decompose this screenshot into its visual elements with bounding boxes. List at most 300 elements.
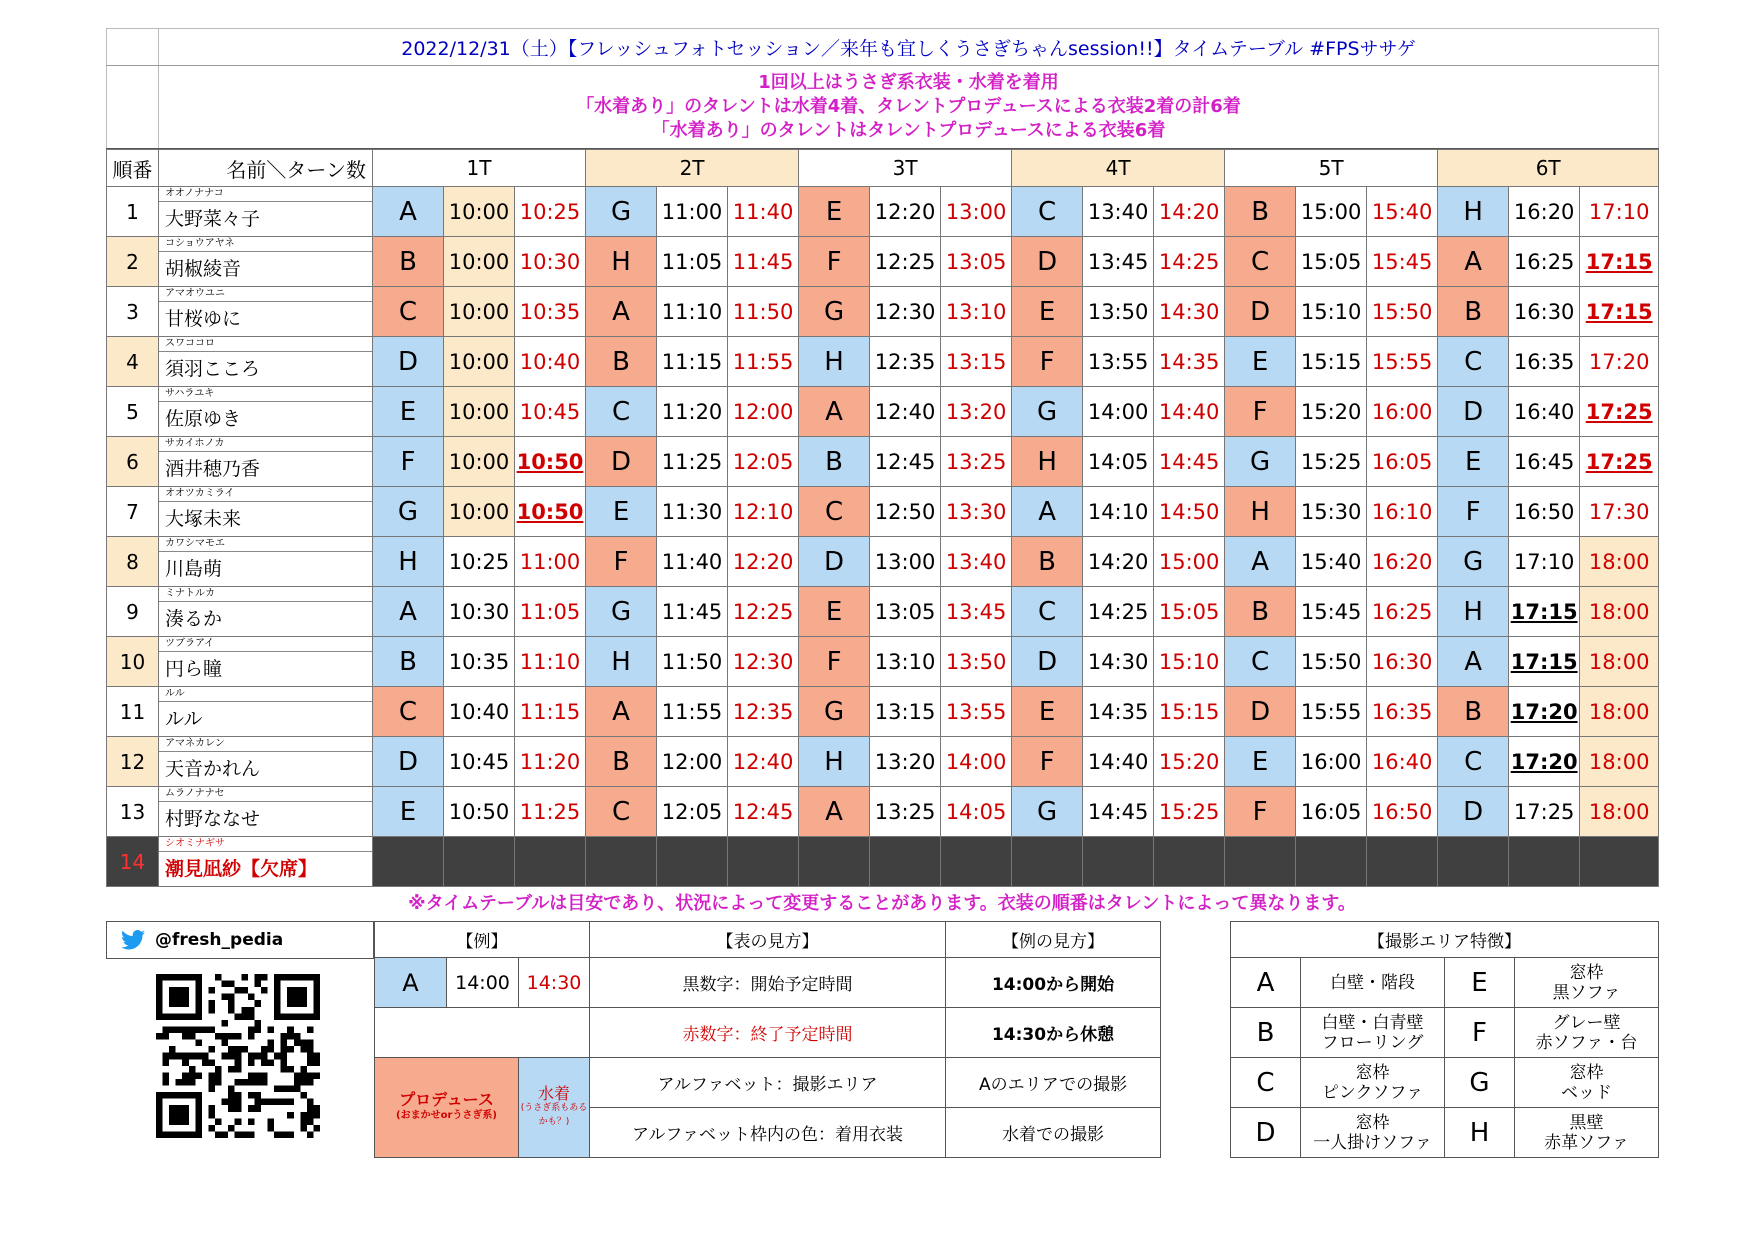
area-description: 窓枠 ピンクソファ (1301, 1058, 1445, 1108)
area-letter: C (586, 387, 657, 437)
start-time: 11:30 (657, 487, 728, 537)
start-time: 14:25 (1083, 587, 1154, 637)
area-letter: B (373, 237, 444, 287)
talent-name: 須羽こころ (165, 358, 261, 380)
area-letter: E (1012, 687, 1083, 737)
talent-name: 川島萌 (165, 558, 223, 580)
blank-cell (515, 837, 586, 887)
schedule-row (107, 337, 1659, 387)
notice-line: 1回以上はうさぎ系衣装・水着を着用 (758, 72, 1059, 93)
end-time: 14:00 (941, 737, 1012, 787)
end-time: 11:40 (728, 187, 799, 237)
notice-line: 「水着あり」のタレントはタレントプロデュースによる衣装6着 (651, 120, 1166, 141)
twitter-handle: @fresh_pedia (155, 930, 284, 950)
end-time: 16:40 (1367, 737, 1438, 787)
schedule-row-absent (107, 837, 1659, 887)
row-number: 12 (107, 737, 159, 787)
area-letter: E (799, 587, 870, 637)
turn-header: 6T (1438, 150, 1659, 187)
area-letter: H (1012, 437, 1083, 487)
start-time: 11:25 (657, 437, 728, 487)
area-letter: D (1225, 287, 1296, 337)
talent-name-cell (159, 737, 373, 787)
schedule-row (107, 437, 1659, 487)
end-time: 13:20 (941, 387, 1012, 437)
end-time: 11:55 (728, 337, 799, 387)
area-letter: D (1225, 687, 1296, 737)
start-time: 15:05 (1296, 237, 1367, 287)
schedule-table (106, 149, 1659, 887)
schedule-row (107, 187, 1659, 237)
start-time: 12:35 (870, 337, 941, 387)
area-letter: C (1225, 637, 1296, 687)
start-time: 15:45 (1296, 587, 1367, 637)
start-time: 11:50 (657, 637, 728, 687)
area-letter: B (1012, 537, 1083, 587)
blank-cell (1509, 837, 1580, 887)
twitter-handle-cell[interactable] (107, 922, 374, 959)
end-time: 11:20 (515, 737, 586, 787)
start-time: 14:35 (1083, 687, 1154, 737)
start-time: 10:00 (444, 437, 515, 487)
start-time: 16:25 (1509, 237, 1580, 287)
end-time: 15:55 (1367, 337, 1438, 387)
talent-kana: ツブラアイ (159, 637, 372, 652)
area-letter: H (373, 537, 444, 587)
header-table (106, 28, 1659, 149)
end-time: 14:25 (1154, 237, 1225, 287)
area-letter: F (1012, 737, 1083, 787)
talent-kana: オオツカミライ (159, 487, 372, 502)
twitter-bird-icon (121, 930, 145, 950)
start-time: 16:05 (1296, 787, 1367, 837)
end-time: 15:50 (1367, 287, 1438, 337)
start-time: 10:00 (444, 387, 515, 437)
area-letter: A (799, 787, 870, 837)
start-time: 14:10 (1083, 487, 1154, 537)
start-time: 15:30 (1296, 487, 1367, 537)
start-time: 12:40 (870, 387, 941, 437)
area-feature-row (1231, 958, 1659, 1008)
end-time: 18:00 (1580, 737, 1659, 787)
start-time: 16:00 (1296, 737, 1367, 787)
row-number: 3 (107, 287, 159, 337)
row-number: 10 (107, 637, 159, 687)
start-time: 10:35 (444, 637, 515, 687)
end-time: 11:25 (515, 787, 586, 837)
start-time: 13:15 (870, 687, 941, 737)
start-time: 16:45 (1509, 437, 1580, 487)
area-letter: G (1012, 387, 1083, 437)
talent-name: 佐原ゆき (165, 408, 242, 430)
start-time: 12:20 (870, 187, 941, 237)
start-time: 14:05 (1083, 437, 1154, 487)
area-letter: C (1438, 337, 1509, 387)
end-time: 17:25 (1580, 437, 1659, 487)
start-time: 17:15 (1509, 587, 1580, 637)
area-letter: G (586, 587, 657, 637)
start-time: 13:00 (870, 537, 941, 587)
start-time: 12:05 (657, 787, 728, 837)
end-time: 10:30 (515, 237, 586, 287)
end-time: 16:30 (1367, 637, 1438, 687)
end-time: 17:25 (1580, 387, 1659, 437)
talent-kana: カワシマモエ (159, 537, 372, 552)
talent-kana: ムラノナナセ (159, 787, 372, 802)
end-time: 13:00 (941, 187, 1012, 237)
area-description: 窓枠 黒ソファ (1515, 958, 1659, 1008)
area-letter: B (373, 637, 444, 687)
start-time: 14:00 (1083, 387, 1154, 437)
start-time: 10:00 (444, 287, 515, 337)
talent-name-cell (159, 237, 373, 287)
area-letter: E (1012, 287, 1083, 337)
talent-kana: スワココロ (159, 337, 372, 352)
end-time: 18:00 (1580, 537, 1659, 587)
legend-howto: 黒数字：開始予定時間 (590, 958, 946, 1008)
area-description: 白壁・白青壁 フローリング (1301, 1008, 1445, 1058)
talent-kana: アマオウユニ (159, 287, 372, 302)
qr-code[interactable] (156, 974, 320, 1138)
turn-header: 5T (1225, 150, 1438, 187)
start-time: 13:25 (870, 787, 941, 837)
start-time: 11:55 (657, 687, 728, 737)
end-time: 12:10 (728, 487, 799, 537)
legend-read: 14:30から休憩 (946, 1008, 1161, 1058)
talent-name-cell (159, 587, 373, 637)
start-time: 14:20 (1083, 537, 1154, 587)
area-letter: F (1225, 387, 1296, 437)
start-time: 11:10 (657, 287, 728, 337)
area-letter: B (1231, 1008, 1301, 1058)
area-letter: B (1225, 587, 1296, 637)
end-time: 12:40 (728, 737, 799, 787)
blank-cell (1580, 837, 1659, 887)
remark-note: ※タイムテーブルは目安であり、状況によって変更することがあります。衣装の順番はタレントによって異なります。 (408, 893, 1356, 914)
row-number: 13 (107, 787, 159, 837)
area-letter: C (799, 487, 870, 537)
area-letter: F (799, 637, 870, 687)
start-time: 11:45 (657, 587, 728, 637)
talent-name: 酒井穂乃香 (165, 458, 261, 480)
row-number: 5 (107, 387, 159, 437)
talent-kana: ルル (159, 687, 372, 702)
end-time: 14:05 (941, 787, 1012, 837)
produce-sublabel: (おまかせorうさぎ系) (396, 1109, 497, 1121)
end-time: 14:30 (1154, 287, 1225, 337)
talent-kana: コショウアヤネ (159, 237, 372, 252)
blank-cell (1012, 837, 1083, 887)
talent-kana: オオノナナコ (159, 187, 372, 202)
area-letter: A (373, 587, 444, 637)
order-header: 順番 (107, 150, 159, 187)
start-time: 14:30 (1083, 637, 1154, 687)
turn-header: 4T (1012, 150, 1225, 187)
end-time: 17:20 (1580, 337, 1659, 387)
legend-read: Aのエリアでの撮影 (946, 1058, 1161, 1108)
end-time: 11:15 (515, 687, 586, 737)
area-letter: F (373, 437, 444, 487)
schedule-row (107, 237, 1659, 287)
end-time: 16:35 (1367, 687, 1438, 737)
area-letter: A (586, 287, 657, 337)
area-letter: G (799, 287, 870, 337)
area-letter: D (586, 437, 657, 487)
end-time: 17:15 (1580, 287, 1659, 337)
end-time: 17:10 (1580, 187, 1659, 237)
end-time: 12:25 (728, 587, 799, 637)
start-time: 15:25 (1296, 437, 1367, 487)
end-time: 12:20 (728, 537, 799, 587)
area-letter: D (373, 337, 444, 387)
start-time: 15:00 (1296, 187, 1367, 237)
end-time: 12:30 (728, 637, 799, 687)
schedule-row (107, 287, 1659, 337)
start-time: 13:40 (1083, 187, 1154, 237)
row-number: 7 (107, 487, 159, 537)
area-letter: E (1445, 958, 1515, 1008)
blank-cell (941, 837, 1012, 887)
start-time: 12:45 (870, 437, 941, 487)
notice-block (159, 66, 1659, 149)
area-letter: H (1438, 187, 1509, 237)
schedule-row (107, 637, 1659, 687)
start-time: 10:50 (444, 787, 515, 837)
area-letter: E (1225, 337, 1296, 387)
start-time: 10:25 (444, 537, 515, 587)
start-time: 16:20 (1509, 187, 1580, 237)
area-letter: C (373, 687, 444, 737)
area-letter: C (1231, 1058, 1301, 1108)
end-time: 10:45 (515, 387, 586, 437)
start-time: 10:00 (444, 237, 515, 287)
area-letter: B (1438, 287, 1509, 337)
area-letter: D (799, 537, 870, 587)
blank-cell (728, 837, 799, 887)
area-letter: H (586, 237, 657, 287)
blank-cell (1296, 837, 1367, 887)
area-letter: C (586, 787, 657, 837)
start-time: 15:55 (1296, 687, 1367, 737)
legend-howto: 赤数字：終了予定時間 (590, 1008, 946, 1058)
notice-line: 「水着あり」のタレントは水着4着、タレントプロデュースによる衣装2着の計6着 (576, 96, 1241, 117)
start-time: 12:25 (870, 237, 941, 287)
end-time: 15:40 (1367, 187, 1438, 237)
end-time: 15:10 (1154, 637, 1225, 687)
talent-name: 甘桜ゆに (165, 308, 242, 330)
row-number: 4 (107, 337, 159, 387)
turn-header: 1T (373, 150, 586, 187)
area-features-table (1230, 921, 1659, 1158)
end-time: 17:30 (1580, 487, 1659, 537)
blank-cell (657, 837, 728, 887)
end-time: 10:50 (515, 437, 586, 487)
start-time: 13:20 (870, 737, 941, 787)
end-time: 18:00 (1580, 587, 1659, 637)
schedule-row (107, 687, 1659, 737)
example-end-time: 14:30 (519, 958, 590, 1008)
area-description: 窓枠 一人掛けソファ (1301, 1108, 1445, 1158)
start-time: 14:40 (1083, 737, 1154, 787)
end-time: 13:45 (941, 587, 1012, 637)
end-time: 13:50 (941, 637, 1012, 687)
area-description: グレー壁 赤ソファ・台 (1515, 1008, 1659, 1058)
example-area-letter: A (375, 958, 447, 1008)
talent-name: 円ら瞳 (165, 658, 223, 680)
end-time: 10:50 (515, 487, 586, 537)
end-time: 14:45 (1154, 437, 1225, 487)
start-time: 17:20 (1509, 687, 1580, 737)
talent-name: 湊るか (165, 608, 223, 630)
area-letter: G (1438, 537, 1509, 587)
start-time: 10:40 (444, 687, 515, 737)
blank-cell (373, 837, 444, 887)
area-letter: D (1438, 387, 1509, 437)
start-time: 17:20 (1509, 737, 1580, 787)
area-letter: D (1231, 1108, 1301, 1158)
talent-kana: アマネカレン (159, 737, 372, 752)
legend-read: 14:00から開始 (946, 958, 1161, 1008)
talent-name-cell (159, 187, 373, 237)
swimsuit-label: 水着 (538, 1083, 571, 1103)
talent-kana: サカイホノカ (159, 437, 372, 452)
area-letter: G (586, 187, 657, 237)
start-time: 10:45 (444, 737, 515, 787)
blank-cell (799, 837, 870, 887)
end-time: 13:40 (941, 537, 1012, 587)
legend-example-header: 【例】 (375, 922, 590, 958)
talent-kana: サハラユキ (159, 387, 372, 402)
area-letter: B (799, 437, 870, 487)
end-time: 18:00 (1580, 787, 1659, 837)
end-time: 12:35 (728, 687, 799, 737)
talent-name: 村野ななせ (165, 808, 261, 830)
area-letter: C (1012, 587, 1083, 637)
end-time: 10:35 (515, 287, 586, 337)
area-letter: F (1225, 787, 1296, 837)
end-time: 15:05 (1154, 587, 1225, 637)
end-time: 16:05 (1367, 437, 1438, 487)
area-letter: E (586, 487, 657, 537)
legend-howto-header: 【表の見方】 (590, 922, 946, 958)
area-letter: H (799, 737, 870, 787)
legend-example-read-header: 【例の見方】 (946, 922, 1161, 958)
end-time: 15:25 (1154, 787, 1225, 837)
start-time: 15:40 (1296, 537, 1367, 587)
end-time: 15:00 (1154, 537, 1225, 587)
area-letter: A (799, 387, 870, 437)
end-time: 13:25 (941, 437, 1012, 487)
area-letter: E (1438, 437, 1509, 487)
row-number: 6 (107, 437, 159, 487)
legend-table (374, 921, 1161, 1158)
blank-cell (586, 837, 657, 887)
swimsuit-sublabel: (うさぎ系もあるかも？) (520, 1102, 588, 1127)
area-letter: A (1231, 958, 1301, 1008)
start-time: 11:40 (657, 537, 728, 587)
end-time: 11:45 (728, 237, 799, 287)
talent-name-cell (159, 537, 373, 587)
row-number: 9 (107, 587, 159, 637)
talent-name-cell (159, 637, 373, 687)
area-letter: C (1012, 187, 1083, 237)
talent-name-cell (159, 487, 373, 537)
start-time: 15:20 (1296, 387, 1367, 437)
talent-name: ルル (165, 708, 203, 730)
area-letter: G (373, 487, 444, 537)
area-letter: B (586, 337, 657, 387)
area-features-header: 【撮影エリア特徴】 (1231, 922, 1659, 958)
area-letter: B (586, 737, 657, 787)
blank-cell (1367, 837, 1438, 887)
end-time: 18:00 (1580, 637, 1659, 687)
end-time: 16:50 (1367, 787, 1438, 837)
start-time: 11:20 (657, 387, 728, 437)
talent-name-cell (159, 387, 373, 437)
start-time: 12:30 (870, 287, 941, 337)
area-letter: A (586, 687, 657, 737)
row-number: 2 (107, 237, 159, 287)
talent-name-cell (159, 837, 373, 887)
start-time: 15:15 (1296, 337, 1367, 387)
blank-cell (1438, 837, 1509, 887)
area-letter: E (373, 387, 444, 437)
start-time: 10:30 (444, 587, 515, 637)
start-time: 17:15 (1509, 637, 1580, 687)
start-time: 14:45 (1083, 787, 1154, 837)
area-letter: A (1438, 637, 1509, 687)
start-time: 10:00 (444, 487, 515, 537)
timetable-sheet (106, 28, 1658, 1161)
area-letter: D (1012, 237, 1083, 287)
end-time: 14:20 (1154, 187, 1225, 237)
start-time: 10:00 (444, 337, 515, 387)
end-time: 15:45 (1367, 237, 1438, 287)
footer-area (106, 921, 1658, 1161)
end-time: 16:00 (1367, 387, 1438, 437)
area-letter: G (1225, 437, 1296, 487)
row-number: 11 (107, 687, 159, 737)
area-letter: G (1445, 1058, 1515, 1108)
produce-swatch (375, 1058, 519, 1158)
start-time: 16:35 (1509, 337, 1580, 387)
contact-table (106, 921, 374, 959)
area-letter: B (1225, 187, 1296, 237)
start-time: 11:00 (657, 187, 728, 237)
end-time: 13:05 (941, 237, 1012, 287)
area-letter: A (1012, 487, 1083, 537)
end-time: 11:50 (728, 287, 799, 337)
blank-cell (444, 837, 515, 887)
start-time: 16:50 (1509, 487, 1580, 537)
area-letter: G (799, 687, 870, 737)
end-time: 16:20 (1367, 537, 1438, 587)
talent-name-cell (159, 787, 373, 837)
end-time: 10:40 (515, 337, 586, 387)
talent-kana: シオミナギサ (159, 837, 372, 852)
end-time: 11:05 (515, 587, 586, 637)
example-start-time: 14:00 (447, 958, 519, 1008)
end-time: 13:15 (941, 337, 1012, 387)
schedule-row (107, 537, 1659, 587)
talent-name-cell (159, 687, 373, 737)
start-time: 12:50 (870, 487, 941, 537)
blank-cell (1154, 837, 1225, 887)
end-time: 16:10 (1367, 487, 1438, 537)
legend-howto: アルファベット枠内の色：着用衣装 (590, 1108, 946, 1158)
produce-label: プロデュース (399, 1089, 494, 1109)
area-letter: C (1438, 737, 1509, 787)
